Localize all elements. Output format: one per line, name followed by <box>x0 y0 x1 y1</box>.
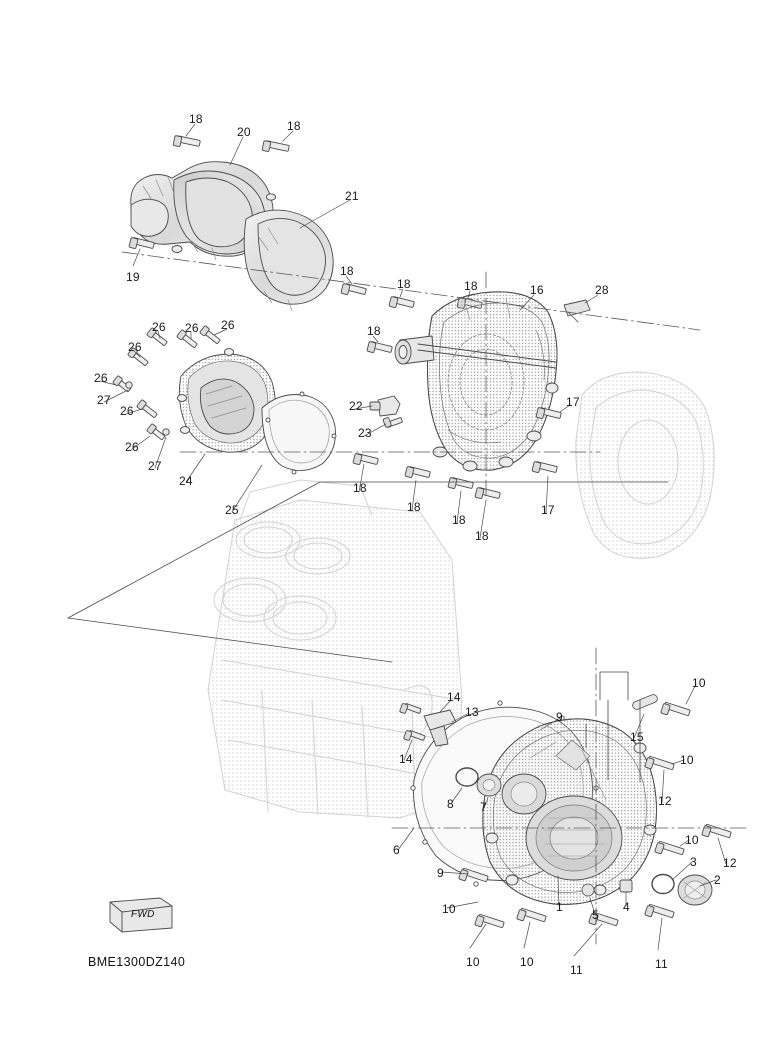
callout-number: 16 <box>530 283 544 297</box>
callout-number: 18 <box>340 264 354 278</box>
callout-number: 26 <box>128 340 142 354</box>
callout-number: 20 <box>237 125 251 139</box>
part-21-duct-cover <box>244 210 333 311</box>
callout-number: 18 <box>464 279 478 293</box>
callout-number: 12 <box>658 794 672 808</box>
callout-number: 18 <box>407 500 421 514</box>
callout-number: 26 <box>125 440 139 454</box>
bolt-12-r1 <box>702 824 732 838</box>
part-3-oring <box>652 875 674 894</box>
bolt-10-l2 <box>475 914 505 928</box>
callout-number: 26 <box>152 320 166 334</box>
callout-number: 18 <box>452 513 466 527</box>
callout-number: 14 <box>399 752 413 766</box>
callout-number: 18 <box>287 119 301 133</box>
callout-number: 26 <box>94 371 108 385</box>
diagram-part-code: BME1300DZ140 <box>88 955 186 969</box>
bolt-18-lower-b <box>405 466 431 477</box>
part-2-cap <box>678 875 712 905</box>
bolt-17-b <box>532 461 558 472</box>
callout-number: 14 <box>447 690 461 704</box>
bolt-18-lower-d <box>475 487 501 498</box>
bolt-10-l3 <box>517 908 547 922</box>
callout-number: 4 <box>623 900 630 914</box>
callout-number: 22 <box>349 399 363 413</box>
callout-number: 10 <box>692 676 706 690</box>
callout-number: 26 <box>221 318 235 332</box>
callout-number: 6 <box>393 843 400 857</box>
callout-number: 9 <box>556 710 563 724</box>
callout-number: 19 <box>126 270 140 284</box>
bolt-17-a <box>536 407 562 418</box>
callout-number: 28 <box>595 283 609 297</box>
callout-number: 10 <box>680 753 694 767</box>
bolt-11-r1 <box>645 904 675 918</box>
part-28-clip <box>564 300 590 322</box>
callout-number: 10 <box>520 955 534 969</box>
part-16-crankcase <box>395 292 558 471</box>
callout-number: 17 <box>566 395 580 409</box>
bolt-18-duct-b <box>389 296 415 307</box>
callout-number: 18 <box>353 481 367 495</box>
part-4-bolt <box>620 880 632 892</box>
callout-number: 3 <box>690 855 697 869</box>
callout-number: 15 <box>630 730 644 744</box>
callout-number: 7 <box>480 800 487 814</box>
callout-number: 18 <box>475 529 489 543</box>
callout-number: 18 <box>397 277 411 291</box>
part-14-bolt-a <box>399 703 421 714</box>
part-5-plug <box>582 884 594 896</box>
bolt-18-duct-d <box>367 341 393 352</box>
callout-number: 26 <box>120 404 134 418</box>
callout-number: 18 <box>189 112 203 126</box>
part-1-clutch-cover <box>483 719 657 905</box>
callout-number: 10 <box>685 833 699 847</box>
part-24-pump-cover <box>177 349 276 453</box>
callout-number: 2 <box>714 873 721 887</box>
callout-number: 21 <box>345 189 359 203</box>
bolt-10-r2 <box>645 756 675 770</box>
part-23-bolt <box>383 417 403 428</box>
callout-number: 27 <box>148 459 162 473</box>
bolt-18-duct-a <box>341 283 367 294</box>
callout-number: 27 <box>97 393 111 407</box>
bolt-18-top-right <box>262 140 289 151</box>
part-7-cap <box>477 774 501 796</box>
callout-number: 24 <box>179 474 193 488</box>
callout-number: 5 <box>592 908 599 922</box>
callout-number: 26 <box>185 321 199 335</box>
callout-number: 1 <box>556 900 563 914</box>
callout-number: 11 <box>655 957 668 971</box>
callout-number: 17 <box>541 503 555 517</box>
part-25-gasket <box>262 392 336 474</box>
bolt-18-lower-a <box>353 453 379 464</box>
callout-number: 18 <box>367 324 381 338</box>
callout-number: 13 <box>465 705 479 719</box>
bolt-10-r3 <box>655 841 685 855</box>
callout-number: 23 <box>358 426 372 440</box>
callout-number: 10 <box>442 902 456 916</box>
callout-number: 10 <box>466 955 480 969</box>
part-14-bolt-b <box>403 730 425 741</box>
callout-number: 8 <box>447 797 454 811</box>
callout-number: 11 <box>570 963 583 977</box>
part-22-fitting <box>370 396 400 416</box>
callout-number: 25 <box>225 503 239 517</box>
callout-number: 12 <box>723 856 737 870</box>
part-15-dowel <box>631 693 658 710</box>
fwd-direction-label: FWD <box>131 909 155 920</box>
bolt-18-lower-c <box>448 477 474 488</box>
callout-number: 9 <box>437 866 444 880</box>
bolt-18-top-left <box>173 135 200 146</box>
